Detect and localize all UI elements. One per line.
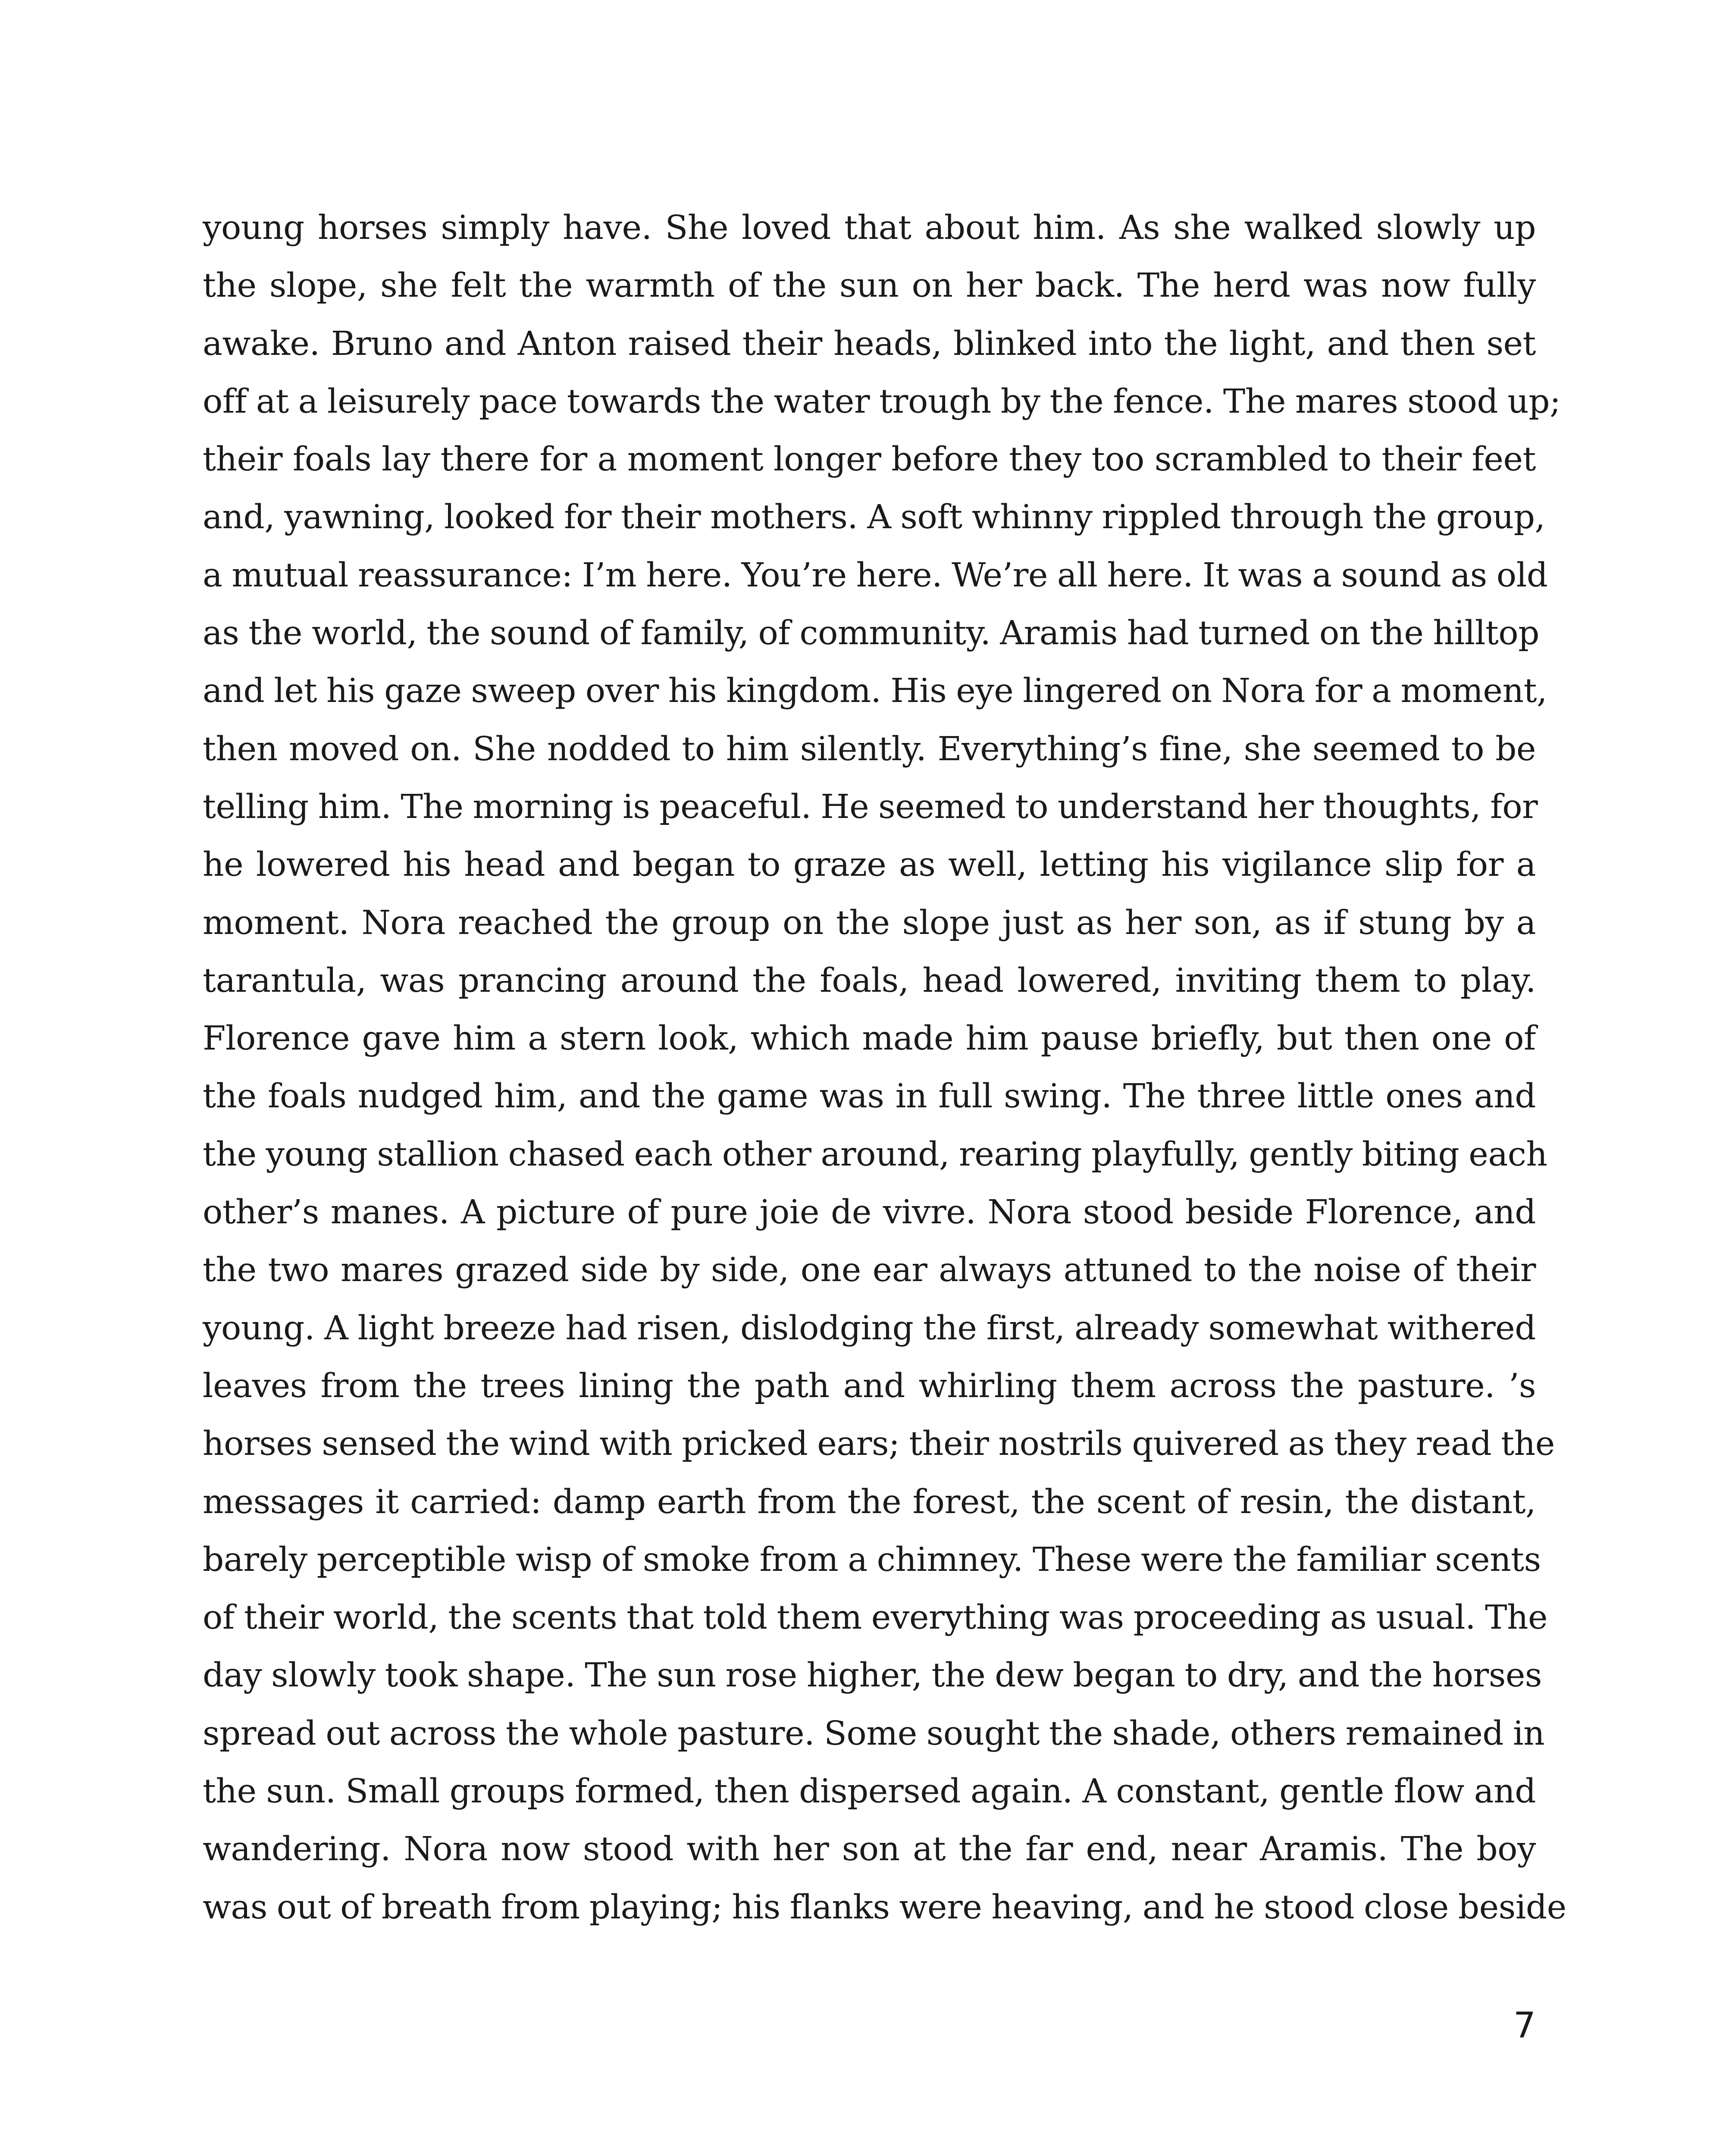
text-line: the foals nudged him, and the game was in full swing. The three little ones and: [203, 1077, 1536, 1116]
text-line: day slowly took shape. The sun rose higher, the dew began to dry, and the horses: [203, 1656, 1542, 1695]
text-line: of their world, the scents that told them everything was proceeding as usual. The: [203, 1598, 1548, 1637]
text-line: the sun. Small groups formed, then dispersed again. A constant, gentle flow and: [203, 1772, 1536, 1811]
page-number: 7: [1513, 2005, 1536, 2046]
text-line: telling him. The morning is peaceful. He seemed to understand her thoughts, for: [203, 787, 1538, 826]
text-line: as the world, the sound of family, of community. Aramis had turned on the hilltop: [203, 614, 1539, 653]
text-line: moment. Nora reached the group on the slope just as her son, as if stung by a: [203, 903, 1536, 942]
text-line: wandering. Nora now stood with her son at the far end, near Aramis. The boy: [203, 1830, 1536, 1869]
text-line: barely perceptible wisp of smoke from a chimney. These were the familiar scents: [203, 1540, 1541, 1579]
text-line: and let his gaze sweep over his kingdom. His eye lingered on Nora for a moment,: [203, 672, 1547, 711]
text-line: the young stallion chased each other around, rearing playfully, gently biting each: [203, 1135, 1547, 1174]
text-line: messages it carried: damp earth from the forest, the scent of resin, the distant,: [203, 1482, 1536, 1521]
text-line: young horses simply have. She loved that about him. As she walked slowly up: [203, 209, 1536, 247]
text-line: their foals lay there for a moment longer before they too scrambled to their feet: [203, 440, 1536, 479]
text-line: was out of breath from playing; his flanks were heaving, and he stood close beside: [203, 1888, 1566, 1927]
text-line: Florence gave him a stern look, which made him pause briefly, but then one of: [203, 1019, 1536, 1058]
text-line: the two mares grazed side by side, one ear always attuned to the noise of their: [203, 1251, 1536, 1290]
text-line: the slope, she felt the warmth of the sun on her back. The herd was now fully: [203, 266, 1536, 305]
text-line: and, yawning, looked for their mothers. A soft whinny rippled through the group,: [203, 498, 1545, 537]
text-line: spread out across the whole pasture. Some sought the shade, others remained in: [203, 1714, 1545, 1753]
text-line: other’s manes. A picture of pure joie de vivre. Nora stood beside Florence, and: [203, 1193, 1536, 1232]
text-line: horses sensed the wind with pricked ears; their nostrils quivered as they read the: [203, 1425, 1555, 1463]
text-line: he lowered his head and began to graze as well, letting his vigilance slip for a: [203, 846, 1536, 884]
text-line: awake. Bruno and Anton raised their heads, blinked into the light, and then set: [203, 324, 1536, 363]
body-text: [203, 199, 1566, 1937]
text-line: then moved on. She nodded to him silently. Everything’s fine, she seemed to be: [203, 730, 1536, 768]
text-line: leaves from the trees lining the path and whirling them across the pasture. ’s: [203, 1366, 1536, 1405]
text-line: young. A light breeze had risen, dislodging the first, already somewhat withered: [203, 1309, 1536, 1348]
text-line: off at a leisurely pace towards the water trough by the fence. The mares stood up;: [203, 382, 1561, 421]
text-line: a mutual reassurance: I’m here. You’re here. We’re all here. It was a sound as old: [203, 556, 1548, 595]
text-line: tarantula, was prancing around the foals, head lowered, inviting them to play.: [203, 961, 1536, 1000]
